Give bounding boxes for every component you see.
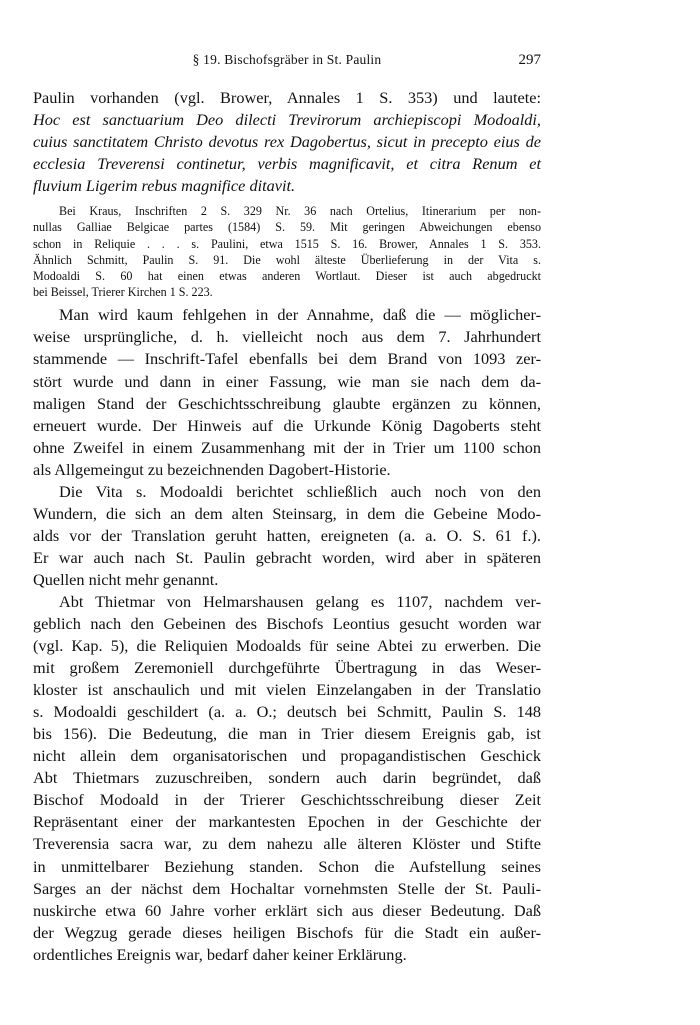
note-line: nullas Galliae Belgicae partes (1584) S. 59. Mit geringen Abweichungen ebenso bbox=[33, 220, 541, 235]
note-line: schon in Reliquie . . . s. Paulini, etwa 1515 S. 16. Brower, Annales 1 S. 353. bbox=[33, 236, 541, 251]
note-line: Bei Kraus, Inschriften 2 S. 329 Nr. 36 nach Ortelius, Itinerarium per non- bbox=[59, 204, 541, 219]
paragraph-line: maligen Stand der Geschichtsschreibung glaubte ergänzen zu können, bbox=[33, 393, 541, 413]
note-line: Ähnlich Schmitt, Paulin S. 91. Die wohl älteste Überlieferung in der Vita s. bbox=[33, 252, 541, 267]
paragraph-line: nicht allein dem organisatorischen und propagandistischen Geschick bbox=[33, 746, 541, 766]
inscription-line: fluvium Ligerim rebus magnifice ditavit. bbox=[33, 176, 296, 196]
paragraph-vita-miracles bbox=[33, 481, 541, 591]
paragraph-line: Man wird kaum fehlgehen in der Annahme, daß die — möglicher- bbox=[59, 305, 541, 325]
paragraph-line: Bischof Modoald in der Trierer Geschichtsschreibung dieser Zeit bbox=[33, 790, 541, 810]
inscription-line: cuius sanctitatem Christo devotus rex Dagobertus, sicut in precepto eius de bbox=[33, 132, 541, 152]
note-line: Modoaldi S. 60 hat einen etwas anderen Wortlaut. Dieser ist auch abgedruckt bbox=[33, 268, 541, 283]
page-header bbox=[33, 52, 541, 76]
paragraph-line: Treverensia sacra war, zu dem nahezu alle älteren Klöster und Stifte bbox=[33, 834, 541, 854]
inscription-quote bbox=[33, 109, 541, 197]
paragraph-line: Abt Thietmar von Helmarshausen gelang es 1107, nachdem ver- bbox=[59, 591, 541, 611]
paragraph-line: Die Vita s. Modoaldi berichtet schließlich auch noch von den bbox=[59, 481, 541, 501]
source-note bbox=[33, 203, 541, 300]
inscription-line: Hoc est sanctuarium Deo dilecti Trevirorum archiepiscopi Modoaldi, bbox=[33, 110, 541, 130]
paragraph-line: bis 156). Die Bedeutung, die man in Trier diesem Ereignis gab, ist bbox=[33, 724, 541, 744]
running-title: § 19. Bischofsgräber in St. Paulin bbox=[192, 52, 382, 67]
paragraph-line: in unmittelbarer Beziehung standen. Schon die Aufstellung seines bbox=[33, 856, 541, 876]
paragraph-line: kloster ist anschaulich und mit vielen Einzelangaben in der Translatio bbox=[33, 680, 541, 700]
intro-line: Paulin vorhanden (vgl. Brower, Annales 1 S. 353) und lautete: bbox=[33, 88, 541, 107]
book-page bbox=[33, 52, 541, 966]
paragraph-line: als Allgemeingut zu bezeichnenden Dagobert-Historie. bbox=[33, 459, 391, 479]
note-line: bei Beissel, Trierer Kirchen 1 S. 223. bbox=[33, 285, 213, 300]
paragraph-line: stammende — Inschrift-Tafel ebenfalls bei dem Brand von 1093 zer- bbox=[33, 349, 541, 369]
paragraph-inscription-dating bbox=[33, 304, 541, 480]
paragraph-line: Er war auch nach St. Paulin gebracht worden, wird aber in späteren bbox=[33, 547, 541, 567]
paragraph-line: (vgl. Kap. 5), die Reliquien Modoalds für seine Abtei zu erwerben. Die bbox=[33, 636, 541, 656]
paragraph-line: mit großem Zeremoniell durchgeführte Übertragung in das Weser- bbox=[33, 658, 541, 678]
paragraph-line: ohne Zweifel in einem Zusammenhang mit der in Trier um 1100 schon bbox=[33, 437, 541, 457]
paragraph-translation bbox=[33, 591, 541, 966]
paragraph-line: s. Modoaldi geschildert (a. a. O.; deutsch bei Schmitt, Paulin S. 148 bbox=[33, 702, 541, 722]
paragraph-line: Sarges an der nächst dem Hochaltar vornehmsten Stelle der St. Pauli- bbox=[33, 878, 541, 898]
paragraph-line: Wundern, die sich an dem alten Steinsarg, in dem die Gebeine Modo- bbox=[33, 503, 541, 523]
paragraph-line: Abt Thietmars zuzuschreiben, sondern auch darin begründet, daß bbox=[33, 768, 541, 788]
paragraph-line: weise ursprüngliche, d. h. vielleicht noch aus dem 7. Jahrhundert bbox=[33, 327, 541, 347]
paragraph-line: stört wurde und dann in einer Fassung, wie man sie nach dem da- bbox=[33, 371, 541, 391]
inscription-line: ecclesia Treverensi continetur, verbis magnificavit, et citra Renum et bbox=[33, 154, 541, 174]
page-body bbox=[33, 87, 541, 966]
paragraph-line: der Wegzug gerade dieses heiligen Bischofs für die Stadt ein außer- bbox=[33, 922, 541, 942]
page-number: 297 bbox=[518, 52, 541, 68]
paragraph-line: Repräsentant einer der markantesten Epochen in der Geschichte der bbox=[33, 812, 541, 832]
paragraph-line: Quellen nicht mehr genannt. bbox=[33, 569, 219, 589]
paragraph-line: alds vor der Translation geruht hatten, ereigneten (a. a. O. S. 61 f.). bbox=[33, 525, 541, 545]
paragraph-line: erneuert wurde. Der Hinweis auf die Urkunde König Dagoberts steht bbox=[33, 415, 541, 435]
paragraph-line: ordentliches Ereignis war, bedarf daher keiner Erklärung. bbox=[33, 944, 407, 964]
paragraph-line: nuskirche etwa 60 Jahre vorher erklärt sich aus dieser Bedeutung. Daß bbox=[33, 900, 541, 920]
paragraph-line: geblich nach den Gebeinen des Bischofs Leontius gesucht worden war bbox=[33, 614, 541, 634]
